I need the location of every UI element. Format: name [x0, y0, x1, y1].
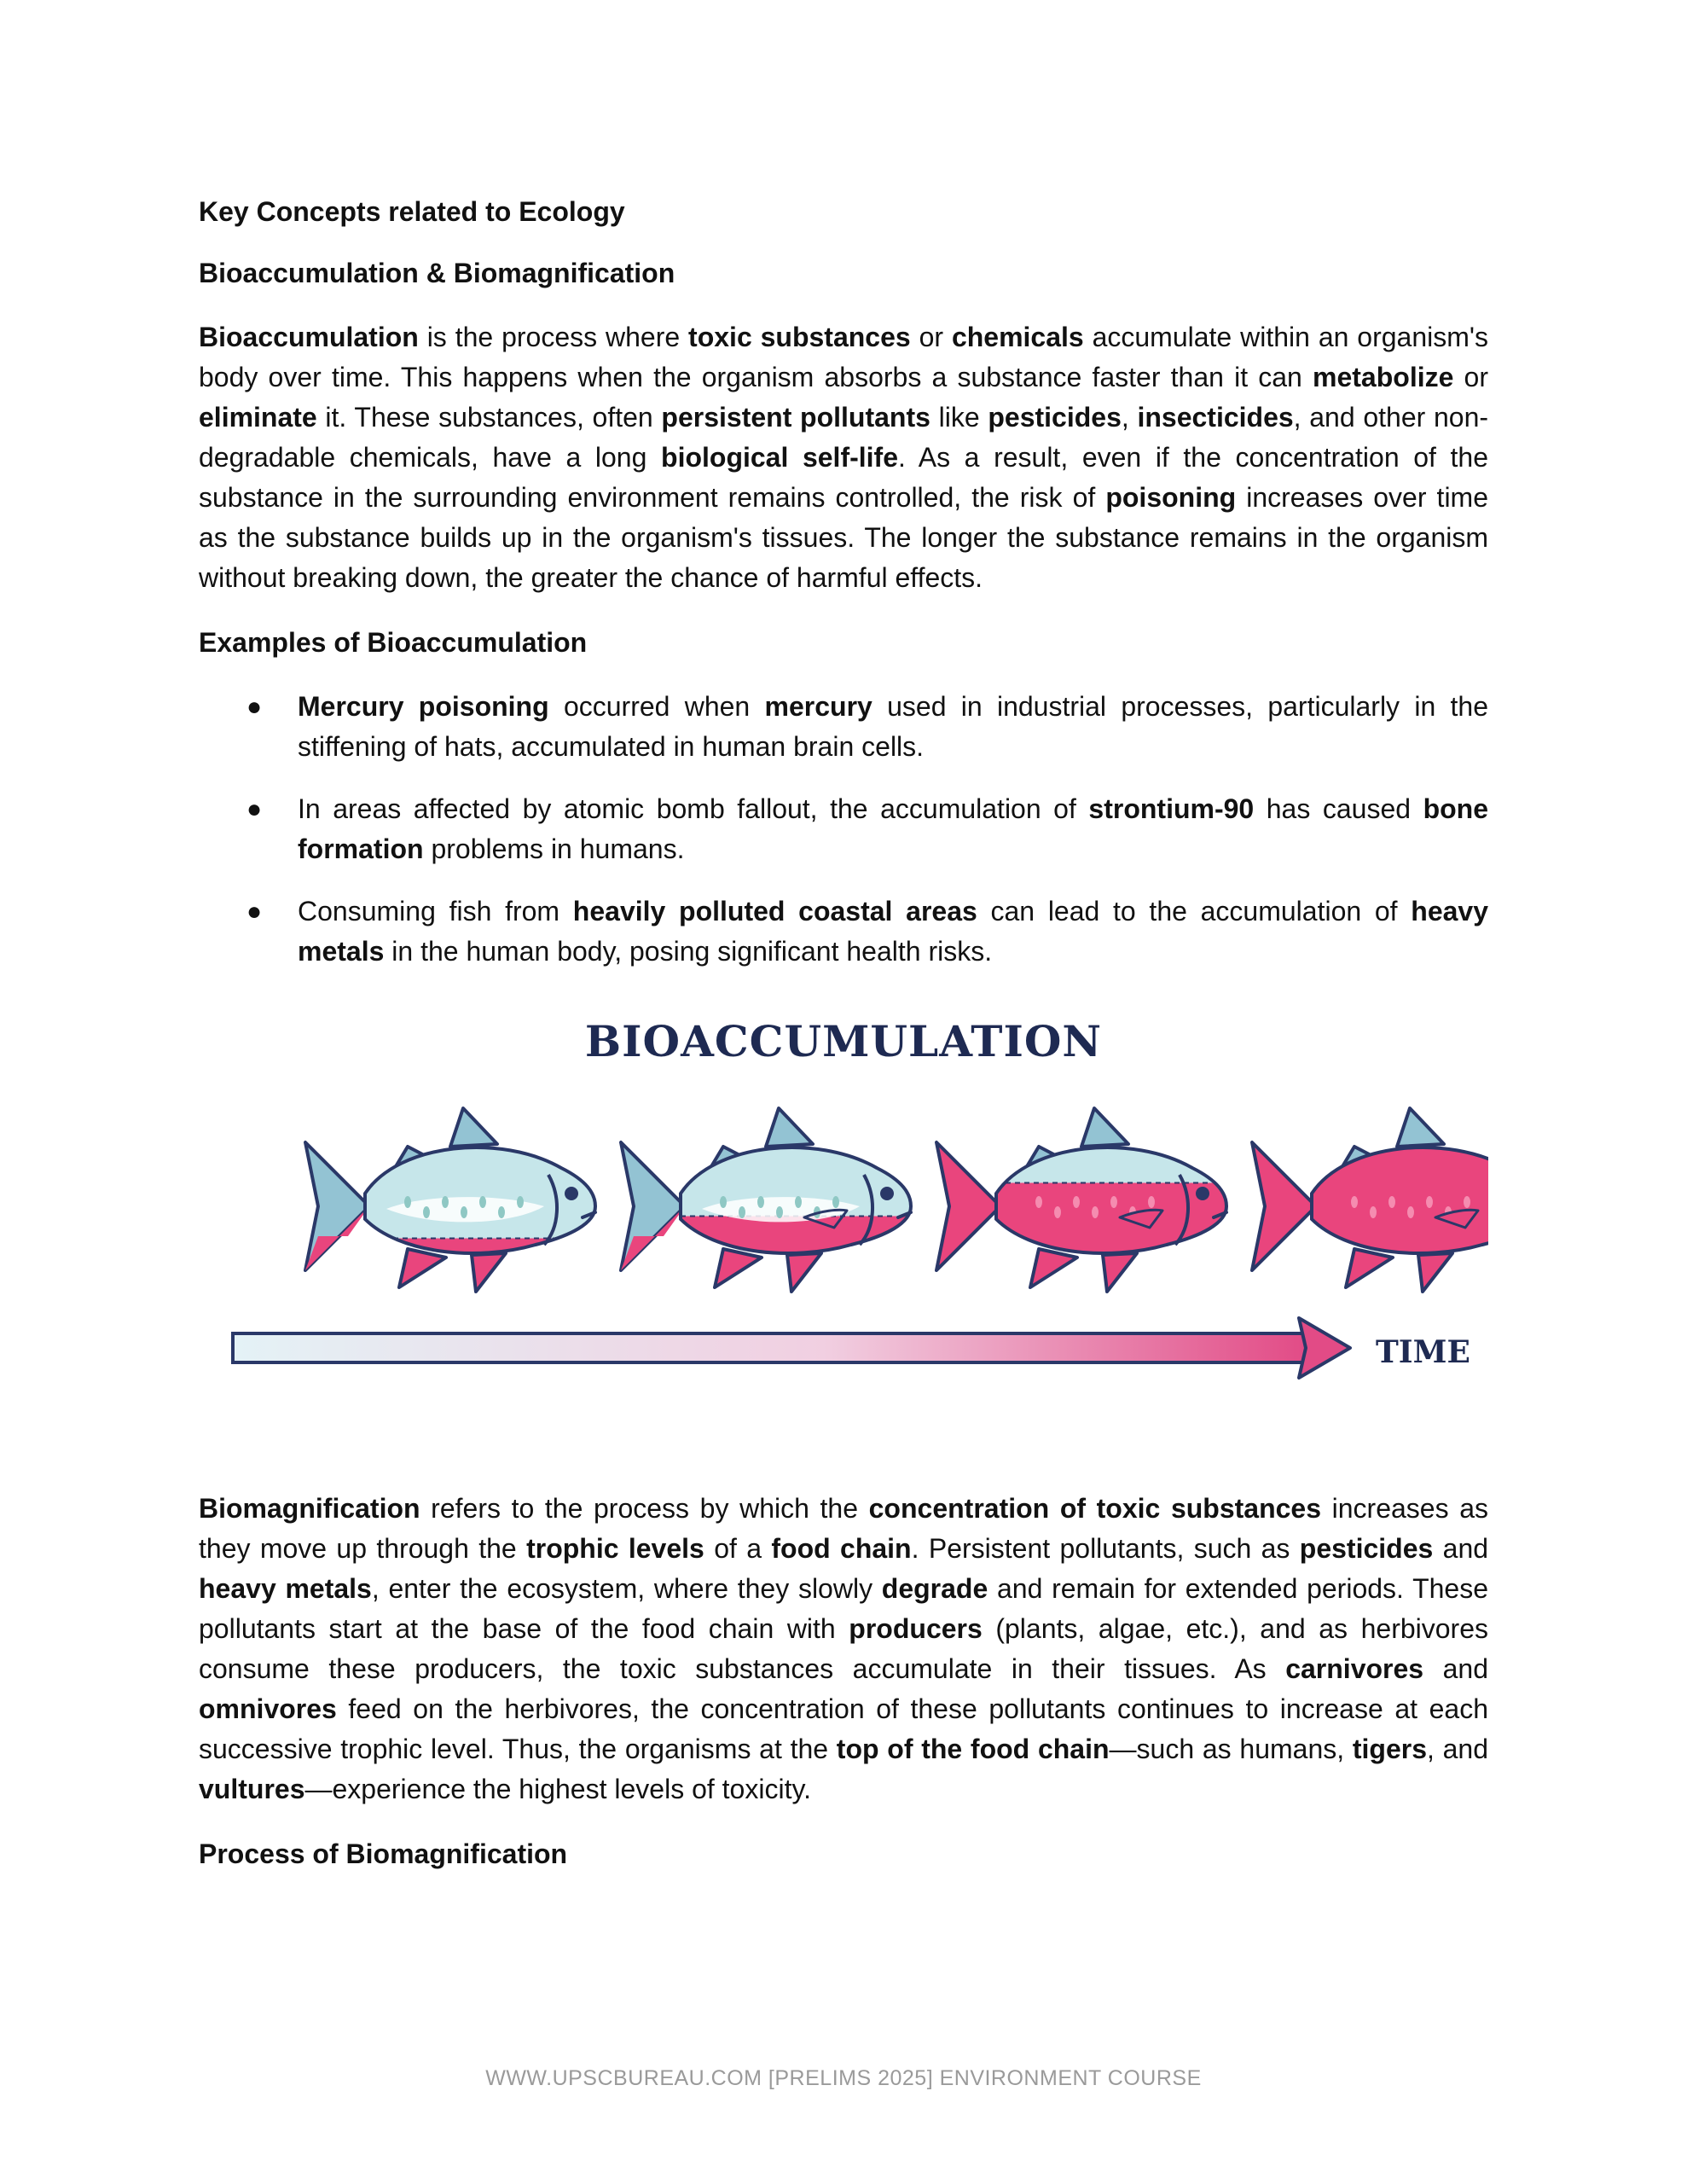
term: trophic levels	[526, 1533, 704, 1564]
scale	[517, 1196, 524, 1208]
text: increases over time as the substance builds up in the organism's tissues. The longer the substance remains in the organism without breaking down, the greater the chance of harmful effects.	[199, 482, 1489, 593]
text: refers to the process by which the	[420, 1493, 869, 1524]
term-metabolize: metabolize	[1313, 362, 1454, 392]
fin	[1103, 1253, 1137, 1292]
term: Mercury poisoning	[298, 691, 549, 722]
term: strontium-90	[1088, 793, 1255, 824]
text: is the process where	[418, 322, 689, 352]
page-footer: WWW.UPSCBUREAU.COM [PRELIMS 2025] ENVIRONMENT COURSE	[485, 2066, 1202, 2090]
fin	[766, 1108, 813, 1147]
scale	[1407, 1206, 1414, 1218]
biomagnification-paragraph	[199, 1489, 1488, 1809]
term-insecticides: insecticides	[1137, 402, 1294, 433]
term-persistent-pollutants: persistent pollutants	[661, 402, 930, 433]
text: —experience the highest levels of toxicity.	[304, 1774, 811, 1804]
list-item	[199, 687, 1488, 767]
text: feed on the herbivores, the concentration of these pollutants continues to increase at each successive trophic level. Thus, the organisms at the	[199, 1693, 1488, 1764]
examples-list	[199, 687, 1488, 972]
scale	[1073, 1196, 1080, 1208]
list-item	[199, 789, 1488, 869]
scale	[720, 1196, 727, 1208]
text: has caused	[1254, 793, 1423, 824]
list-item	[199, 892, 1488, 972]
text: used in industrial processes, particularly in the stiffening of hats, accumulated in human brain cells.	[298, 691, 1489, 762]
text: accumulate within an organism's body over time. This happens when the organism absorbs a substance faster than it can	[199, 322, 1489, 392]
text: , enter the ecosystem, where they slowly	[371, 1573, 882, 1604]
scale	[1464, 1196, 1470, 1208]
text: and	[1433, 1533, 1489, 1564]
tail	[1252, 1142, 1316, 1270]
text: In areas affected by atomic bomb fallout, the accumulation of	[298, 793, 1089, 824]
eye	[1196, 1187, 1209, 1200]
bullet-icon: ●	[246, 795, 263, 823]
text: in the human body, posing significant health risks.	[384, 936, 993, 967]
text: Consuming fish from	[298, 896, 573, 926]
text: increases as they move up through the	[199, 1493, 1489, 1564]
text: like	[930, 402, 988, 433]
term: carnivores	[1285, 1653, 1424, 1684]
term: degrade	[881, 1573, 988, 1604]
eye	[565, 1187, 578, 1200]
scale	[795, 1196, 802, 1208]
term: vultures	[199, 1774, 305, 1804]
term: producers	[849, 1613, 983, 1644]
term: pesticides	[1299, 1533, 1434, 1564]
heading-process: Process of Biomagnification	[199, 1838, 568, 1869]
term: heavy metals	[199, 1573, 372, 1604]
text: problems in humans.	[423, 834, 685, 864]
fish-icon	[936, 1108, 1244, 1354]
scale	[757, 1196, 764, 1208]
scale	[1110, 1196, 1117, 1208]
text: —such as humans,	[1109, 1734, 1353, 1764]
scale	[423, 1206, 430, 1218]
heading-examples: Examples of Bioaccumulation	[199, 627, 588, 658]
fin	[450, 1108, 497, 1147]
heading-key-concepts: Key Concepts related to Ecology	[199, 196, 625, 227]
scale	[1148, 1196, 1155, 1208]
document-page	[199, 195, 1488, 1898]
scale	[1370, 1206, 1377, 1218]
fin	[1397, 1108, 1444, 1147]
text: and	[1423, 1653, 1489, 1684]
term: heavy metals	[298, 896, 1489, 967]
fish-icon	[1252, 1108, 1488, 1292]
term-biomagnification: Biomagnification	[199, 1493, 420, 1524]
term-eliminate: eliminate	[199, 402, 317, 433]
fin	[787, 1253, 821, 1292]
scale	[404, 1196, 411, 1208]
bullet-icon: ●	[246, 693, 263, 721]
bullet-icon: ●	[246, 897, 263, 926]
fin	[399, 1249, 446, 1287]
term: omnivores	[199, 1693, 337, 1724]
term-pesticides: pesticides	[988, 402, 1122, 433]
scale	[1388, 1196, 1395, 1208]
bioaccumulation-paragraph	[199, 317, 1488, 598]
eye	[880, 1187, 894, 1200]
fin	[1418, 1253, 1452, 1292]
time-label: TIME	[1376, 1334, 1470, 1370]
text: ,	[1121, 402, 1138, 433]
term-toxic-substances: toxic substances	[688, 322, 911, 352]
fin	[472, 1253, 506, 1292]
term: bone formation	[298, 793, 1489, 864]
term-chemicals: chemicals	[951, 322, 1084, 352]
text: it. These substances, often	[316, 402, 662, 433]
text: . Persistent pollutants, such as	[911, 1533, 1300, 1564]
term-poisoning: poisoning	[1105, 482, 1237, 513]
time-arrow-icon	[233, 1318, 1350, 1378]
heading-bio-section: Bioaccumulation & Biomagnification	[199, 258, 675, 288]
text: , and other non-degradable chemicals, have a long	[199, 402, 1489, 473]
term: heavily polluted coastal areas	[572, 896, 977, 926]
term-bioaccumulation: Bioaccumulation	[199, 322, 419, 352]
term: concentration of toxic substances	[868, 1493, 1322, 1524]
text: and remain for extended periods. These pollutants start at the base of the food chain with	[199, 1573, 1488, 1644]
term: top of the food chain	[836, 1734, 1110, 1764]
scale	[461, 1206, 467, 1218]
text: . As a result, even if the concentration of the substance in the surrounding environment remains controlled, the risk of	[199, 442, 1489, 513]
text: of a	[704, 1533, 772, 1564]
scale	[776, 1206, 783, 1218]
scale	[1092, 1206, 1099, 1218]
bioaccumulation-figure	[199, 1006, 1488, 1449]
scale	[739, 1206, 745, 1218]
term: tigers	[1352, 1734, 1427, 1764]
scale	[442, 1196, 449, 1208]
term: food chain	[771, 1533, 912, 1564]
text: or	[910, 322, 952, 352]
scale	[1035, 1196, 1042, 1208]
text: or	[1453, 362, 1489, 392]
fin	[1081, 1108, 1128, 1147]
text: (plants, algae, etc.), and as herbivores consume these producers, the toxic substances accumulate in their tissues. As	[199, 1613, 1489, 1684]
scale	[1351, 1196, 1358, 1208]
fin	[715, 1249, 762, 1287]
fish-illustration	[199, 1091, 1488, 1381]
scale	[1426, 1196, 1433, 1208]
scale	[832, 1196, 839, 1208]
text: occurred when	[548, 691, 765, 722]
fin	[1030, 1249, 1077, 1287]
scale	[479, 1196, 486, 1208]
scale	[498, 1206, 505, 1218]
figure-title: BIOACCUMULATION	[584, 1016, 1103, 1066]
term: mercury	[764, 691, 872, 722]
term-biological-self-life: biological self-life	[661, 442, 898, 473]
scale	[1054, 1206, 1061, 1218]
text: can lead to the accumulation of	[977, 896, 1412, 926]
text: , and	[1427, 1734, 1489, 1764]
tail	[936, 1142, 1000, 1270]
fin	[1346, 1249, 1393, 1287]
